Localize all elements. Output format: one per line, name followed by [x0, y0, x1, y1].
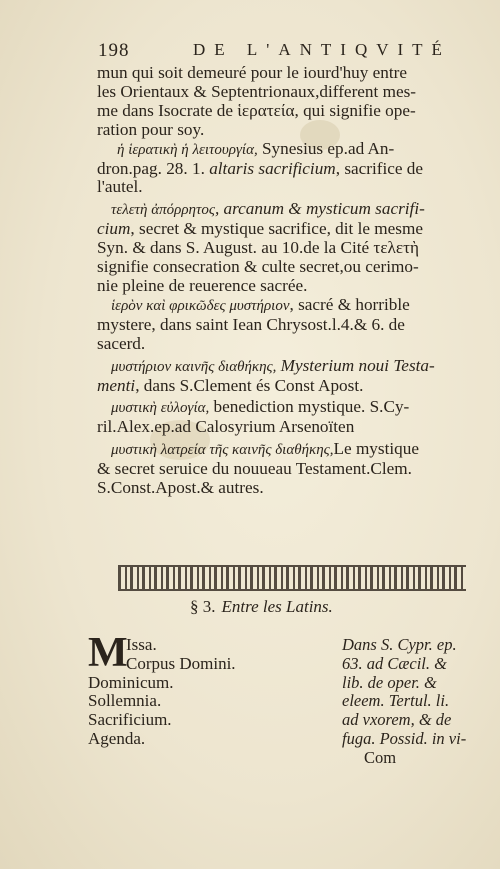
page-header [98, 40, 468, 64]
text-line: ration pour soy. [97, 119, 205, 139]
text-span: , sacrifice de [335, 158, 424, 178]
reference-line: Dans S. Cypr. ep. [342, 635, 457, 654]
reference-line: lib. de oper. & [342, 672, 437, 692]
list-item: Agenda. [88, 728, 146, 748]
main-text [97, 64, 467, 498]
list-item: Dominicum. [88, 672, 174, 692]
text-line [97, 160, 467, 179]
paragraph [97, 357, 467, 377]
text-line: les Orientaux & Septentrionaux,different mes- [97, 81, 416, 101]
reference-column [342, 636, 472, 768]
reference-line: 63. ad Cæcil. & [342, 653, 447, 673]
latin-term: altaris sacrificium [209, 158, 336, 178]
text-line: nie pleine de reuerence sacrée. [97, 275, 308, 295]
page-number: 198 [98, 40, 130, 61]
text-span: Le mystique [333, 439, 419, 459]
text-line: mystere, dans saint Iean Chrysost.l.4.& 6. de [97, 314, 405, 334]
text-line: l'autel. [97, 177, 143, 197]
text-line: Syn. & dans S. August. au 10.de la Cité τελετὴ [97, 238, 419, 258]
text-line: signifie consecration & culte secret,ou cerimo- [97, 257, 419, 277]
greek-term: τελετὴ ἀπόρρητος [111, 202, 215, 219]
greek-term: μυστήριον καινῆς διαθήκης, [111, 358, 277, 375]
latin-term: , arcanum & mysticum sacrifi- [214, 199, 425, 219]
text-span: , sacré & horrible [289, 294, 410, 314]
list-item: Sollemnia. [88, 691, 162, 711]
text-span: , dans S.Clement és Const Apost. [135, 375, 364, 395]
reference-line: fuga. Possid. in vi- [342, 728, 467, 748]
text-line [97, 220, 467, 239]
section-heading [190, 597, 390, 617]
text-line: S.Const.Apost.& autres. [97, 478, 264, 498]
list-item: Sacrificium. [88, 710, 172, 730]
latin-term: cium [97, 219, 131, 239]
text-span: Synesius ep.ad An- [257, 138, 395, 158]
paragraph [97, 200, 467, 220]
greek-term: μυστικὴ λατρεία τῆς καινῆς διαθήκης, [111, 442, 334, 459]
ornamental-band [118, 565, 466, 591]
section-symbol: § 3. [190, 597, 216, 616]
text-line: me dans Isocrate de ἱερατεία, qui signifie ope- [97, 100, 416, 120]
latin-term: Mysterium noui Testa- [276, 355, 435, 375]
paragraph [97, 440, 467, 460]
running-title: DE L'ANTIQVITÉ [193, 40, 451, 59]
text-span: , secret & mystique sacrifice, dit le mesme [130, 219, 423, 239]
drop-cap: M [88, 630, 128, 676]
greek-term: ἡ ἱερατικὴ ἡ λειτουργία, [117, 141, 258, 158]
text-span: benediction mystique. S.Cy- [209, 397, 410, 417]
reference-line: ad vxorem, & de [342, 710, 452, 730]
list-item: Issa. [126, 635, 157, 654]
latin-term: menti [97, 375, 136, 395]
latin-terms-list [88, 630, 298, 749]
greek-term: μυστικὴ εὐλογία, [111, 400, 210, 417]
text-line: & secret seruice du nouueau Testament.Clem. [97, 459, 412, 479]
text-line [97, 377, 467, 396]
greek-term: ἱερὸν καὶ φρικῶδες μυστήριον [111, 297, 290, 314]
text-line: mun qui soit demeuré pour le iourd'huy entre [97, 63, 408, 82]
text-line: sacerd. [97, 333, 146, 353]
paragraph [97, 398, 467, 418]
reference-line: eleem. Tertul. li. [342, 691, 450, 711]
catchword: Com [364, 747, 397, 767]
text-line: ril.Alex.ep.ad Calosyrium Arsenoïten [97, 417, 355, 437]
section-title-text: Entre les Latins. [221, 597, 333, 616]
paragraph [97, 140, 467, 160]
text-span: dron.pag. 28. 1. [97, 158, 210, 178]
list-item: Corpus Domini. [126, 653, 236, 673]
paragraph [97, 296, 467, 316]
